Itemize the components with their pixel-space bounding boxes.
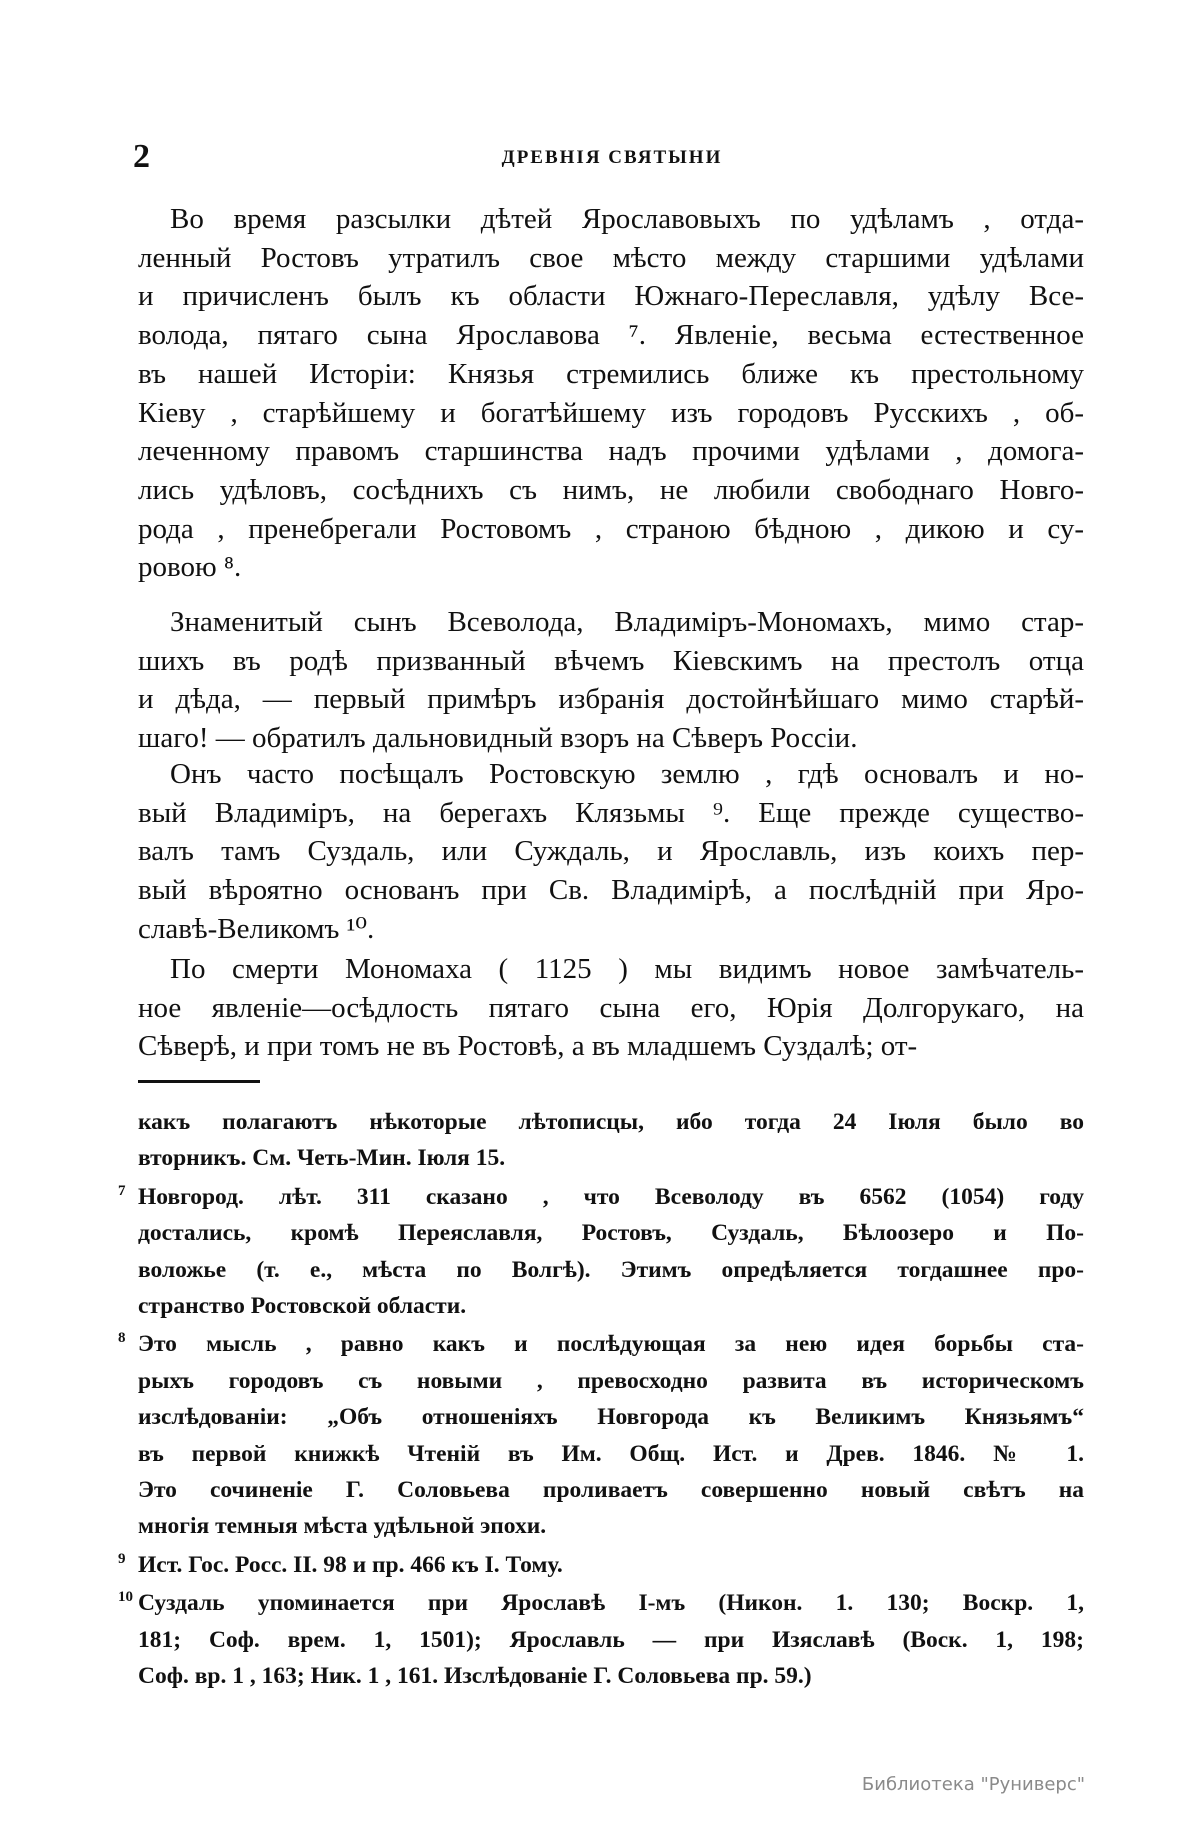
text-line: вый Владиміръ, на берегахъ Клязьмы ⁹. Еще прежде существо-	[138, 796, 1084, 829]
text-line: леченному правомъ старшинства надъ прочими удѣлами , домога-	[138, 435, 1084, 468]
text-line: валъ тамъ Суздаль, или Суждаль, и Ярославль, изъ коихъ пер-	[138, 835, 1084, 868]
footnote-line: Суздаль упоминается при Ярославѣ I-мъ (Никон. 1. 130; Воскр. 1,	[138, 1590, 1084, 1617]
footnote-line: многія темныя мѣста удѣльной эпохи.	[138, 1513, 547, 1540]
footnote-separator-rule	[138, 1080, 260, 1083]
text-line: въ нашей Исторіи: Князья стремились ближе къ престольному	[138, 357, 1084, 390]
paragraph	[138, 755, 1084, 949]
paragraph	[138, 200, 1084, 587]
text-line: волода, пятаго сына Ярославова ⁷. Явленіе, весьма естественное	[138, 319, 1084, 352]
text-line: вый вѣроятно основанъ при Св. Владимірѣ, а послѣдній при Яро-	[138, 874, 1084, 907]
footnote	[118, 1179, 1084, 1325]
text-line: Во время разсылки дѣтей Ярославовыхъ по удѣламъ , отда-	[170, 203, 1084, 235]
text-line: По смерти Мономаха ( 1125 ) мы видимъ новое замѣчатель-	[170, 953, 1084, 985]
text-line: Онъ часто посѣщалъ Ростовскую землю , гдѣ основалъ и но-	[170, 758, 1084, 790]
footnote-marker: 8	[118, 1330, 126, 1347]
text-line: Знаменитый сынъ Всеволода, Владиміръ-Мономахъ, мимо стар-	[170, 606, 1084, 638]
text-line: шихъ въ родѣ призванный вѣчемъ Кіевскимъ на престолъ отца	[138, 644, 1084, 677]
footnote-line: странство Ростовской области.	[138, 1293, 467, 1320]
footnote-line: какъ полагаютъ нѣкоторые лѣтописцы, ибо тогда 24 Іюля было во	[138, 1109, 1084, 1135]
text-line: Кіеву , старѣйшему и богатѣйшему изъ городовъ Русскихъ , об-	[138, 396, 1084, 429]
footnote-line: Новгород. лѣт. 311 сказано , что Всеволоду въ 6562 (1054) году	[138, 1183, 1084, 1210]
footnote-marker: 10	[118, 1589, 133, 1606]
paragraph	[138, 950, 1084, 1066]
text-line: шаго! — обратилъ дальновидный взоръ на Сѣверъ Россіи.	[138, 722, 858, 755]
footnote-line: въ первой книжкѣ Чтеній въ Им. Общ. Ист. и Древ. 1846. № 1.	[138, 1440, 1084, 1467]
footnotes	[118, 1104, 1084, 1697]
library-watermark: Библиотека "Руниверс"	[861, 1774, 1085, 1795]
footnote-line: достались, кромѣ Переяславля, Ростовъ, Суздаль, Бѣлоозеро и По-	[138, 1220, 1084, 1247]
running-title: ДРЕВНІЯ СВЯТЫНИ	[501, 147, 723, 168]
footnote-line: Это сочиненіе Г. Соловьева проливаетъ совершенно новый свѣтъ на	[138, 1477, 1084, 1504]
footnote-line: Соф. вр. 1 , 163; Ник. 1 , 161. Изслѣдованіе Г. Соловьева пр. 59.)	[138, 1663, 812, 1690]
text-line: и дѣда, — первый примѣръ избранія достойнѣйшаго мимо старѣй-	[138, 683, 1084, 716]
text-line: ное явленіе—осѣдлость пятаго сына его, Юрія Долгорукаго, на	[138, 991, 1084, 1024]
footnote	[118, 1326, 1084, 1544]
text-line: рода , пренебрегали Ростовомъ , страною бѣдною , дикою и су-	[138, 512, 1084, 545]
paragraph	[138, 603, 1084, 758]
footnote-marker: 9	[118, 1550, 126, 1567]
text-line: и причисленъ былъ къ области Южнаго-Переславля, удѣлу Все-	[138, 280, 1084, 313]
footnote-line: рыхъ городовъ съ новыми , превосходно развита въ историческомъ	[138, 1367, 1084, 1394]
footnote	[118, 1547, 1084, 1583]
footnote-marker: 7	[118, 1182, 126, 1199]
footnote-line: воложье (т. е., мѣста по Волгѣ). Этимъ опредѣляется тогдашнее про-	[138, 1256, 1084, 1283]
footnote-line: изслѣдованіи: „Объ отношеніяхъ Новгорода къ Великимъ Князьямъ“	[138, 1404, 1084, 1431]
text-line: ровою ⁸.	[138, 551, 242, 584]
footnote	[118, 1585, 1084, 1694]
footnote-line: 181; Соф. врем. 1, 1501); Ярославль — при Изяславѣ (Воск. 1, 198;	[138, 1626, 1084, 1653]
text-line: славѣ-Великомъ ¹⁰.	[138, 912, 375, 945]
footnote	[138, 1104, 1084, 1177]
page-number: 2	[133, 138, 150, 175]
text-line: лись удѣловъ, сосѣднихъ съ нимъ, не любили свободнаго Новго-	[138, 473, 1084, 506]
text-line: Сѣверѣ, и при томъ не въ Ростовѣ, а въ младшемъ Суздалѣ; от-	[138, 1030, 918, 1063]
footnote-line: Ист. Гос. Росс. II. 98 и пр. 466 къ I. Тому.	[138, 1551, 563, 1578]
footnote-line: вторникъ. См. Четь-Мин. Іюля 15.	[138, 1145, 506, 1172]
text-line: ленный Ростовъ утратилъ свое мѣсто между старшими удѣлами	[138, 241, 1084, 274]
footnote-line: Это мысль , равно какъ и послѣдующая за нею идея борьбы ста-	[138, 1331, 1084, 1358]
